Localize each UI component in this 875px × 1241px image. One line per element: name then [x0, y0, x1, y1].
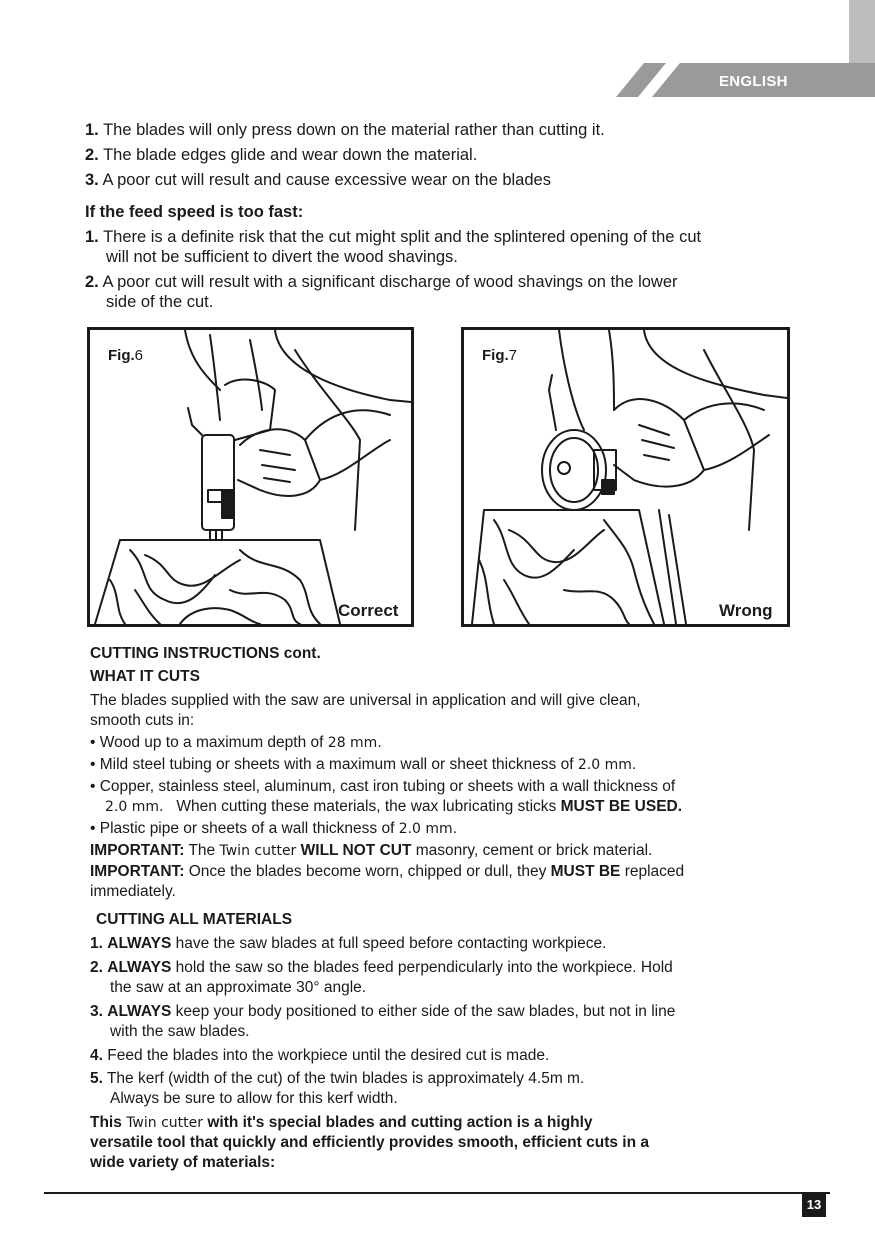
- list-item-continued: side of the cut.: [106, 293, 214, 311]
- bullet-item: • Plastic pipe or sheets of a wall thickness of 2.0 mm.: [90, 820, 458, 837]
- header-tab-edge: [849, 0, 875, 64]
- section-heading: CUTTING INSTRUCTIONS cont.: [90, 645, 321, 662]
- figure-7: [461, 327, 790, 627]
- list-item-continued: the saw at an approximate 30° angle.: [110, 979, 367, 996]
- footer-rule: [44, 1192, 830, 1194]
- important-note: IMPORTANT: Once the blades become worn, chipped or dull, they MUST BE replaced: [90, 863, 685, 880]
- figure-caption: Correct: [338, 601, 399, 620]
- paragraph-line: The blades supplied with the saw are universal in application and will give clean,: [90, 692, 641, 709]
- wrong-cutting-illustration: [464, 330, 787, 624]
- language-tab-label: ENGLISH: [719, 73, 788, 90]
- list-item: 5. The kerf (width of the cut) of the twin blades is approximately 4.5m m.: [90, 1070, 585, 1087]
- bullet-item-continued: 2.0 mm. When cutting these materials, the wax lubricating sticks MUST BE USED.: [105, 798, 683, 815]
- list-item: 1. There is a definite risk that the cut might split and the splintered opening of the cut: [85, 228, 702, 246]
- figure-label: Fig.7: [482, 347, 518, 364]
- closing-statement: This Twin cutter with it's special blades and cutting action is a highly: [90, 1114, 593, 1131]
- list-item: 1. ALWAYS have the saw blades at full speed before contacting workpiece.: [90, 935, 607, 952]
- important-note-continued: immediately.: [90, 883, 176, 900]
- section-heading: CUTTING ALL MATERIALS: [96, 911, 293, 928]
- bullet-item: • Copper, stainless steel, aluminum, cast iron tubing or sheets with a wall thickness of: [90, 778, 676, 795]
- closing-statement-line: versatile tool that quickly and efficiently provides smooth, efficient cuts in a: [90, 1134, 649, 1151]
- page-number: 13: [802, 1193, 826, 1217]
- section-subheading: WHAT IT CUTS: [90, 668, 200, 685]
- paragraph-line: smooth cuts in:: [90, 712, 195, 729]
- list-item: 3. ALWAYS keep your body positioned to either side of the saw blades, but not in line: [90, 1003, 676, 1020]
- list-item: 1. The blades will only press down on the material rather than cutting it.: [85, 121, 605, 139]
- figure-caption: Wrong: [719, 601, 773, 620]
- figure-6: [87, 327, 414, 627]
- fast-heading: If the feed speed is too fast:: [85, 203, 304, 221]
- bullet-item: • Mild steel tubing or sheets with a maximum wall or sheet thickness of 2.0 mm.: [90, 756, 637, 773]
- bullet-item: • Wood up to a maximum depth of 28 mm.: [90, 734, 382, 751]
- important-note: IMPORTANT: The Twin cutter WILL NOT CUT masonry, cement or brick material.: [90, 842, 653, 859]
- list-item: 4. Feed the blades into the workpiece until the desired cut is made.: [90, 1047, 550, 1064]
- list-item-continued: will not be sufficient to divert the wood shavings.: [106, 248, 458, 266]
- list-item: 2. The blade edges glide and wear down the material.: [85, 146, 478, 164]
- list-item: 3. A poor cut will result and cause excessive wear on the blades: [85, 171, 551, 189]
- correct-cutting-illustration: [90, 330, 411, 624]
- list-item: 2. ALWAYS hold the saw so the blades feed perpendicularly into the workpiece. Hold: [90, 959, 673, 976]
- list-item-continued: with the saw blades.: [110, 1023, 250, 1040]
- list-item: 2. A poor cut will result with a significant discharge of wood shavings on the lower: [85, 273, 678, 291]
- closing-statement-line: wide variety of materials:: [90, 1154, 276, 1171]
- figure-label: Fig.6: [108, 347, 144, 364]
- list-item-continued: Always be sure to allow for this kerf width.: [110, 1090, 398, 1107]
